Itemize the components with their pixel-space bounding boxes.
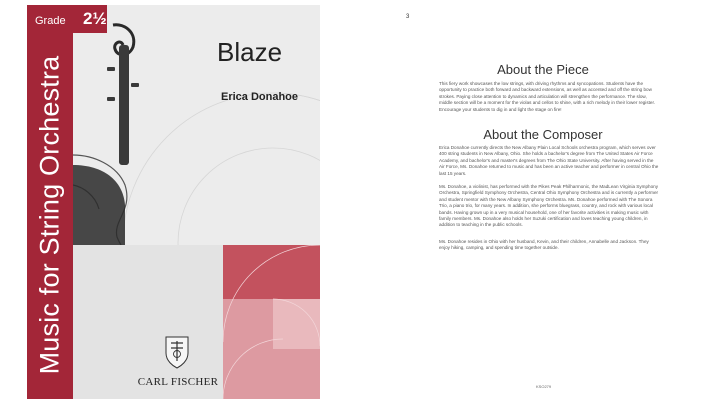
- composer-name: Erica Donahoe: [221, 91, 299, 103]
- about-composer-heading: About the Composer: [483, 127, 603, 142]
- about-piece-heading: About the Piece: [497, 62, 589, 77]
- page-mark: 3: [406, 14, 410, 20]
- composer-paragraph-3: Ms. Donahoe resides in Ohio with her husband, Kevin, and their children, Annabelle and Jackson. They enjoy hiking, camping, and spending time together outside.: [439, 239, 649, 251]
- series-title: Music for String Orchestra: [34, 55, 65, 375]
- grade-badge: [27, 5, 107, 33]
- about-piece-text: This fiery work showcases the low strings, with driving rhythms and syncopations. Students have the opportunity to practice both forward and backward extensions, as well as accented and off the string bow strokes. Paying close attention to dynamics and articulation will strengthen the performance. The slow, middle section will be a moment for the violas and cellos to shine, with a rich melody in their lower register. Encourage your students to dig in and light the stage on fire!: [439, 81, 656, 112]
- piece-title: Blaze: [217, 37, 283, 67]
- composer-paragraph-2: Ms. Donahoe, a violinist, has performed with the Pikes Peak Philharmonic, the MadLean Virginia Symphony Orchestra, Springfield Symphony Orchestra, Central Ohio Symphony Orchestra and is currently a performer and student mentor with the New Albany Symphony Orchestra. Ms. Donahoe performed with The Sonora Trio, a piano trio, for many years. In addition, she performs bluegrass, country, and rock with various local bands. Having grown up in a very musical household, one of her favorite activities is making music with family members. Ms. Donahoe also holds her Suzuki certification and loves teaching young children, in addition to teaching in the public schools.: [439, 184, 659, 228]
- grade-label: Grade: [35, 15, 66, 27]
- composer-paragraph-1: Erica Donahoe currently directs the New Albany Plain Local Schools orchestra program, which serves over 400 string students in New Albany, Ohio. She holds a bachelor's degree from The United States Air Force Academy, and bachelor's and master's degrees from The Ohio State University. After having served in the Air Force, Ms. Donahoe returned to music and has been an active teacher and performer in central Ohio the last 15 years.: [439, 145, 659, 176]
- spiral-lines: [223, 245, 320, 399]
- grade-value: 2½: [83, 9, 107, 28]
- publisher-crest-icon: [163, 333, 191, 369]
- score-cover: [27, 5, 320, 399]
- catalog-code: KSO279: [536, 384, 552, 389]
- spine-band: [27, 5, 73, 399]
- publisher-name: CARL FISCHER: [137, 376, 219, 388]
